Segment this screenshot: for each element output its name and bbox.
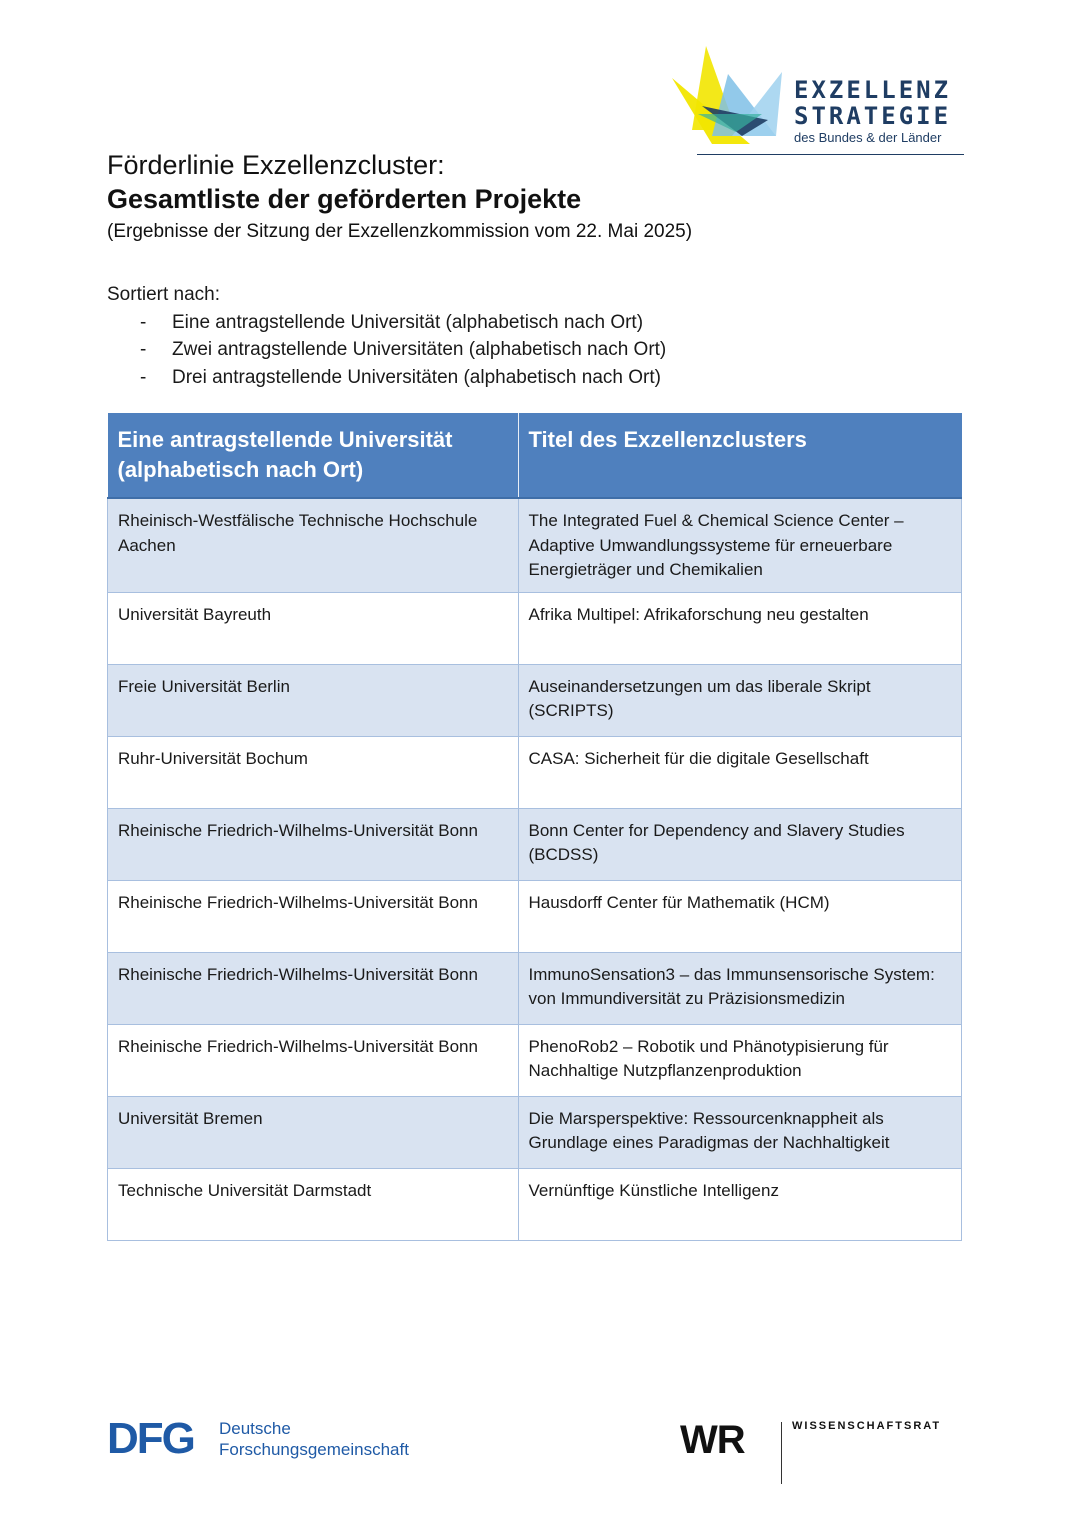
cell-university: Freie Universität Berlin xyxy=(108,664,519,736)
cell-cluster-title: Afrika Multipel: Afrikaforschung neu gestalten xyxy=(518,592,962,664)
column-header-title: Titel des Exzellenzclusters xyxy=(518,413,962,498)
sort-info xyxy=(107,281,666,391)
cell-university: Rheinische Friedrich-Wilhelms-Universität Bonn xyxy=(108,952,519,1024)
table-row xyxy=(108,736,962,808)
cell-university: Ruhr-Universität Bochum xyxy=(108,736,519,808)
dfg-name: Deutsche Forschungsgemeinschaft xyxy=(219,1419,409,1459)
heading-line-3: (Ergebnisse der Sitzung der Exzellenzkommission vom 22. Mai 2025) xyxy=(107,221,693,242)
cell-university: Rheinisch-Westfälische Technische Hochschule Aachen xyxy=(108,498,519,592)
cell-cluster-title: Hausdorff Center für Mathematik (HCM) xyxy=(518,880,962,952)
cell-university: Rheinische Friedrich-Wilhelms-Universität Bonn xyxy=(108,808,519,880)
cell-university: Universität Bremen xyxy=(108,1096,519,1168)
dash-icon: - xyxy=(140,311,147,333)
column-header-university: Eine antragstellende Universität (alphabetisch nach Ort) xyxy=(108,413,519,498)
table-header-row xyxy=(108,413,962,498)
dfg-wordmark: DFG xyxy=(107,1414,194,1463)
wr-divider xyxy=(781,1422,782,1484)
cell-university: Technische Universität Darmstadt xyxy=(108,1168,519,1240)
sort-label: Sortiert nach: xyxy=(107,284,220,305)
logo-word-exzellenz: EXZELLENZ xyxy=(794,76,952,104)
sort-list xyxy=(107,309,666,392)
table-row xyxy=(108,880,962,952)
heading-line-2: Gesamtliste der geförderten Projekte xyxy=(107,184,582,214)
sort-item: - Eine antragstellende Universität (alphabetisch nach Ort) xyxy=(107,309,666,337)
logo-subtitle: des Bundes & der Länder xyxy=(794,130,942,145)
table-row xyxy=(108,664,962,736)
cell-cluster-title: Bonn Center for Dependency and Slavery Studies (BCDSS) xyxy=(518,808,962,880)
cell-university: Rheinische Friedrich-Wilhelms-Universität Bonn xyxy=(108,1024,519,1096)
wr-wordmark: WR xyxy=(680,1418,745,1462)
cell-cluster-title: CASA: Sicherheit für die digitale Gesellschaft xyxy=(518,736,962,808)
dash-icon: - xyxy=(140,339,147,360)
cell-cluster-title: ImmunoSensation3 – das Immunsensorische System: von Immundiversität zu Präzisionsmedizin xyxy=(518,952,962,1024)
dash-icon: - xyxy=(140,366,147,388)
cell-cluster-title: The Integrated Fuel & Chemical Science Center – Adaptive Umwandlungssysteme für erneuerbare Energieträger und Chemikalien xyxy=(518,498,962,592)
heading-line-1: Förderlinie Exzellenzcluster: xyxy=(107,150,445,180)
sort-item: - Drei antragstellende Universitäten (alphabetisch nach Ort) xyxy=(107,364,666,392)
document-heading xyxy=(107,148,967,246)
logo-word-strategie: STRATEGIE xyxy=(794,102,952,130)
table-row xyxy=(108,1024,962,1096)
crown-icon xyxy=(672,44,792,144)
table-row xyxy=(108,498,962,592)
wr-name: WISSENSCHAFTSRAT xyxy=(792,1420,942,1432)
cell-cluster-title: Vernünftige Künstliche Intelligenz xyxy=(518,1168,962,1240)
cell-cluster-title: Die Marsperspektive: Ressourcenknappheit als Grundlage eines Paradigmas der Nachhaltigkeit xyxy=(518,1096,962,1168)
table-row xyxy=(108,1096,962,1168)
table-row xyxy=(108,1168,962,1240)
sort-item: - Zwei antragstellende Universitäten (alphabetisch nach Ort) xyxy=(107,336,666,364)
exzellenzstrategie-logo xyxy=(672,44,972,160)
table-row xyxy=(108,592,962,664)
cell-cluster-title: Auseinandersetzungen um das liberale Skript (SCRIPTS) xyxy=(518,664,962,736)
cell-university: Rheinische Friedrich-Wilhelms-Universität Bonn xyxy=(108,880,519,952)
table-row xyxy=(108,808,962,880)
cell-cluster-title: PhenoRob2 – Robotik und Phänotypisierung für Nachhaltige Nutzpflanzenproduktion xyxy=(518,1024,962,1096)
table-row xyxy=(108,952,962,1024)
cell-university: Universität Bayreuth xyxy=(108,592,519,664)
cluster-table xyxy=(107,413,962,1241)
